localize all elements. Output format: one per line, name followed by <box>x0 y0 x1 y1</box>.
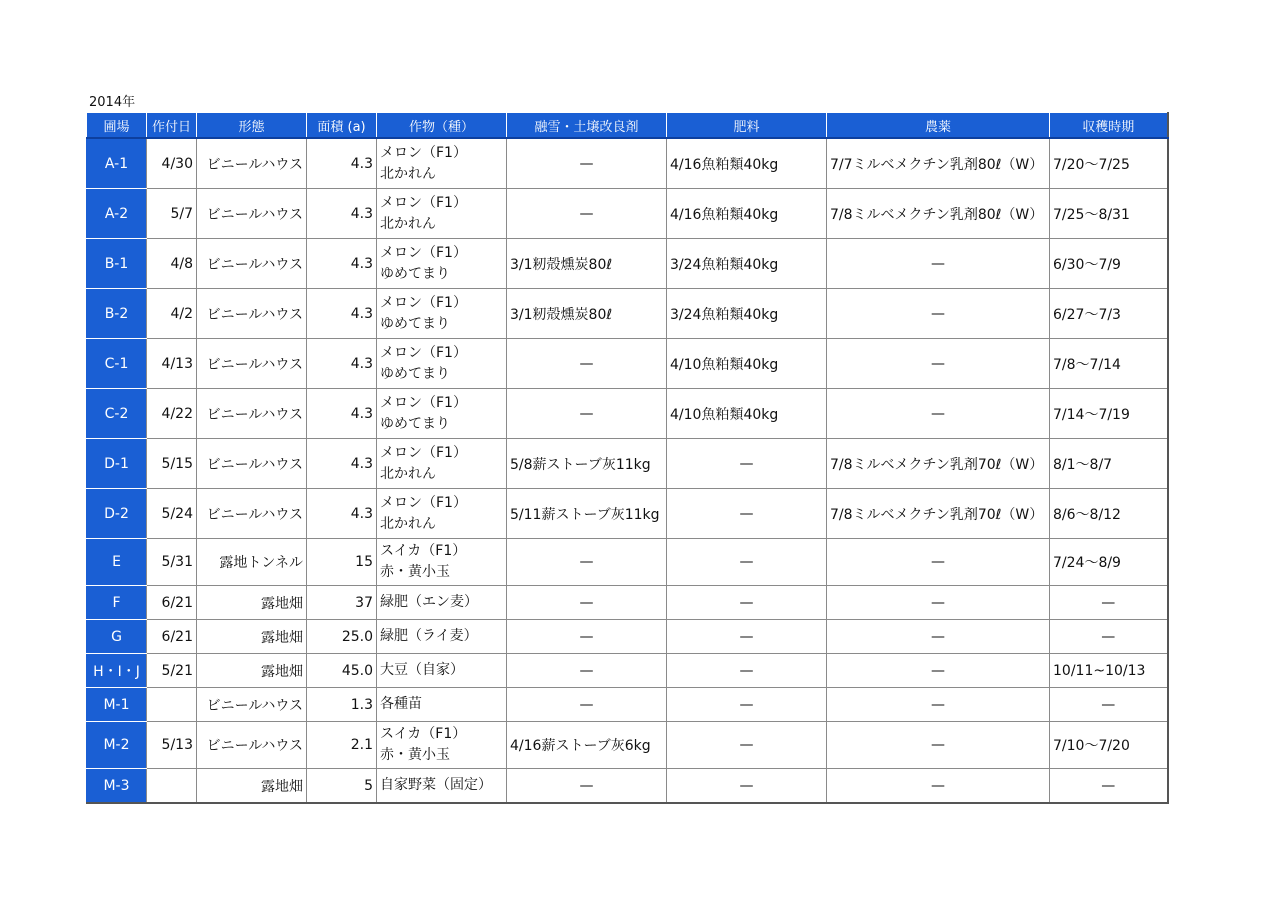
soil-cell: — <box>507 339 667 389</box>
fertilizer-cell: — <box>667 539 827 586</box>
crop-cell <box>377 688 507 722</box>
crop-name: 各種苗 <box>380 696 422 712</box>
crop-name: 自家野菜（固定） <box>380 777 492 793</box>
field-cell: B-1 <box>87 239 147 289</box>
date-cell: 5/13 <box>147 722 197 769</box>
crop-variety: 北かれん <box>380 465 436 482</box>
fertilizer-cell: — <box>667 586 827 620</box>
crop-name: メロン（F1） <box>380 444 467 461</box>
area-cell: 1.3 <box>307 688 377 722</box>
soil-cell: — <box>507 688 667 722</box>
crop-name: メロン（F1） <box>380 144 467 161</box>
crop-variety: ゆめてまり <box>380 265 450 282</box>
harvest-cell: 8/6〜8/12 <box>1050 489 1168 539</box>
table-row <box>87 620 1168 654</box>
soil-cell: — <box>507 654 667 688</box>
field-cell: M-2 <box>87 722 147 769</box>
crop-variety: 北かれん <box>380 215 436 232</box>
date-cell: 4/13 <box>147 339 197 389</box>
harvest-cell: 6/30〜7/9 <box>1050 239 1168 289</box>
soil-cell: 5/11薪ストーブ灰11kg <box>507 489 667 539</box>
soil-cell: — <box>507 138 667 189</box>
header-date: 作付日 <box>147 113 197 139</box>
table-row <box>87 539 1168 586</box>
table-row <box>87 389 1168 439</box>
crop-cell <box>377 289 507 339</box>
crop-cell <box>377 539 507 586</box>
crop-cell <box>377 239 507 289</box>
fertilizer-cell: 4/16魚粕類40kg <box>667 189 827 239</box>
field-cell: G <box>87 620 147 654</box>
pesticide-cell: 7/8ミルベメクチン乳剤70ℓ（W） <box>827 489 1050 539</box>
field-cell: M-1 <box>87 688 147 722</box>
table-row <box>87 189 1168 239</box>
pesticide-cell: — <box>827 620 1050 654</box>
field-cell: C-1 <box>87 339 147 389</box>
form-cell: ビニールハウス <box>197 722 307 769</box>
fertilizer-cell: 4/16魚粕類40kg <box>667 138 827 189</box>
date-cell: 4/2 <box>147 289 197 339</box>
harvest-cell: — <box>1050 620 1168 654</box>
header-row <box>87 113 1168 139</box>
date-cell: 5/7 <box>147 189 197 239</box>
form-cell: 露地畑 <box>197 586 307 620</box>
fertilizer-cell: — <box>667 722 827 769</box>
pesticide-cell: — <box>827 722 1050 769</box>
header-harvest: 収穫時期 <box>1050 113 1168 139</box>
header-field: 圃場 <box>87 113 147 139</box>
crop-variety: ゆめてまり <box>380 315 450 332</box>
crop-variety: 赤・黄小玉 <box>380 564 450 580</box>
table-row <box>87 138 1168 189</box>
crop-cell <box>377 439 507 489</box>
pesticide-cell: 7/7ミルベメクチン乳剤80ℓ（W） <box>827 138 1050 189</box>
fertilizer-cell: 3/24魚粕類40kg <box>667 289 827 339</box>
pesticide-cell: 7/8ミルベメクチン乳剤70ℓ（W） <box>827 439 1050 489</box>
pesticide-cell: — <box>827 769 1050 804</box>
crop-cell <box>377 722 507 769</box>
header-soil: 融雪・土壌改良剤 <box>507 113 667 139</box>
area-cell: 4.3 <box>307 489 377 539</box>
soil-cell: 4/16薪ストーブ灰6kg <box>507 722 667 769</box>
area-cell: 45.0 <box>307 654 377 688</box>
area-cell: 4.3 <box>307 189 377 239</box>
form-cell: ビニールハウス <box>197 489 307 539</box>
form-cell: 露地畑 <box>197 654 307 688</box>
area-cell: 4.3 <box>307 439 377 489</box>
field-cell: E <box>87 539 147 586</box>
area-cell: 2.1 <box>307 722 377 769</box>
table-row <box>87 654 1168 688</box>
crop-name: 大豆（自家） <box>380 662 464 678</box>
crop-cell <box>377 339 507 389</box>
date-cell <box>147 688 197 722</box>
pesticide-cell: — <box>827 289 1050 339</box>
soil-cell: — <box>507 769 667 804</box>
crop-name: メロン（F1） <box>380 394 467 411</box>
soil-cell: — <box>507 620 667 654</box>
form-cell: 露地トンネル <box>197 539 307 586</box>
field-cell: A-1 <box>87 138 147 189</box>
field-cell: C-2 <box>87 389 147 439</box>
crop-cell <box>377 138 507 189</box>
soil-cell: 3/1籾殻燻炭80ℓ <box>507 239 667 289</box>
pesticide-cell: — <box>827 339 1050 389</box>
harvest-cell: 7/20〜7/25 <box>1050 138 1168 189</box>
table-row <box>87 289 1168 339</box>
area-cell: 25.0 <box>307 620 377 654</box>
fertilizer-cell: — <box>667 489 827 539</box>
date-cell: 5/15 <box>147 439 197 489</box>
area-cell: 4.3 <box>307 239 377 289</box>
form-cell: ビニールハウス <box>197 239 307 289</box>
crop-name: スイカ（F1） <box>380 543 467 559</box>
form-cell: ビニールハウス <box>197 289 307 339</box>
harvest-cell: 10/11~10/13 <box>1050 654 1168 688</box>
harvest-cell: 7/10〜7/20 <box>1050 722 1168 769</box>
pesticide-cell: — <box>827 539 1050 586</box>
header-fertilizer: 肥料 <box>667 113 827 139</box>
field-cell: F <box>87 586 147 620</box>
pesticide-cell: 7/8ミルベメクチン乳剤80ℓ（W） <box>827 189 1050 239</box>
crop-variety: 北かれん <box>380 515 436 532</box>
year-label: 2014年 <box>89 95 136 110</box>
crop-cell <box>377 769 507 804</box>
area-cell: 4.3 <box>307 289 377 339</box>
soil-cell: — <box>507 189 667 239</box>
field-cell: H・I・J <box>87 654 147 688</box>
date-cell: 6/21 <box>147 620 197 654</box>
form-cell: ビニールハウス <box>197 189 307 239</box>
field-cell: B-2 <box>87 289 147 339</box>
soil-cell: — <box>507 539 667 586</box>
form-cell: ビニールハウス <box>197 339 307 389</box>
crop-name: 緑肥（ライ麦） <box>380 628 478 644</box>
pesticide-cell: — <box>827 654 1050 688</box>
fertilizer-cell: — <box>667 620 827 654</box>
area-cell: 37 <box>307 586 377 620</box>
soil-cell: — <box>507 586 667 620</box>
table-row <box>87 489 1168 539</box>
area-cell: 5 <box>307 769 377 804</box>
crop-variety: 北かれん <box>380 165 436 182</box>
harvest-cell: 6/27〜7/3 <box>1050 289 1168 339</box>
header-area: 面積 (a) <box>307 113 377 139</box>
field-cell: A-2 <box>87 189 147 239</box>
soil-cell: 5/8薪ストーブ灰11kg <box>507 439 667 489</box>
form-cell: ビニールハウス <box>197 688 307 722</box>
date-cell: 4/22 <box>147 389 197 439</box>
table-row <box>87 722 1168 769</box>
table-row <box>87 439 1168 489</box>
harvest-cell: 8/1〜8/7 <box>1050 439 1168 489</box>
field-cell: M-3 <box>87 769 147 804</box>
area-cell: 4.3 <box>307 339 377 389</box>
fertilizer-cell: 4/10魚粕類40kg <box>667 339 827 389</box>
form-cell: 露地畑 <box>197 620 307 654</box>
field-cell: D-2 <box>87 489 147 539</box>
table-row <box>87 239 1168 289</box>
area-cell: 4.3 <box>307 389 377 439</box>
crop-name: スイカ（F1） <box>380 726 467 742</box>
soil-cell: 3/1籾殻燻炭80ℓ <box>507 289 667 339</box>
harvest-cell: 7/25〜8/31 <box>1050 189 1168 239</box>
pesticide-cell: — <box>827 389 1050 439</box>
crop-variety: 赤・黄小玉 <box>380 747 450 763</box>
date-cell: 4/30 <box>147 138 197 189</box>
crop-name: 緑肥（エン麦） <box>380 594 478 610</box>
harvest-cell: 7/14〜7/19 <box>1050 389 1168 439</box>
fertilizer-cell: — <box>667 439 827 489</box>
crop-cell <box>377 189 507 239</box>
pesticide-cell: — <box>827 688 1050 722</box>
header-form: 形態 <box>197 113 307 139</box>
harvest-cell: — <box>1050 769 1168 804</box>
soil-cell: — <box>507 389 667 439</box>
header-crop: 作物（種） <box>377 113 507 139</box>
table-row <box>87 586 1168 620</box>
date-cell <box>147 769 197 804</box>
crop-cell <box>377 389 507 439</box>
table-row <box>87 769 1168 804</box>
crop-name: メロン（F1） <box>380 194 467 211</box>
area-cell: 4.3 <box>307 138 377 189</box>
pesticide-cell: — <box>827 239 1050 289</box>
harvest-cell: 7/24〜8/9 <box>1050 539 1168 586</box>
fertilizer-cell: 3/24魚粕類40kg <box>667 239 827 289</box>
crop-cell <box>377 620 507 654</box>
harvest-cell: 7/8〜7/14 <box>1050 339 1168 389</box>
header-pesticide: 農薬 <box>827 113 1050 139</box>
form-cell: ビニールハウス <box>197 138 307 189</box>
crop-cell <box>377 489 507 539</box>
crop-name: メロン（F1） <box>380 344 467 361</box>
crop-variety: ゆめてまり <box>380 415 450 432</box>
fertilizer-cell: — <box>667 688 827 722</box>
harvest-cell: — <box>1050 688 1168 722</box>
harvest-cell: — <box>1050 586 1168 620</box>
date-cell: 4/8 <box>147 239 197 289</box>
fertilizer-cell: — <box>667 769 827 804</box>
area-cell: 15 <box>307 539 377 586</box>
crop-name: メロン（F1） <box>380 244 467 261</box>
crop-name: メロン（F1） <box>380 294 467 311</box>
field-cell: D-1 <box>87 439 147 489</box>
table-row <box>87 688 1168 722</box>
crop-cell <box>377 654 507 688</box>
date-cell: 6/21 <box>147 586 197 620</box>
table-row <box>87 339 1168 389</box>
form-cell: ビニールハウス <box>197 439 307 489</box>
crop-cell <box>377 586 507 620</box>
date-cell: 5/24 <box>147 489 197 539</box>
crop-variety: ゆめてまり <box>380 365 450 382</box>
date-cell: 5/31 <box>147 539 197 586</box>
form-cell: 露地畑 <box>197 769 307 804</box>
planting-record-table <box>86 112 1169 804</box>
form-cell: ビニールハウス <box>197 389 307 439</box>
pesticide-cell: — <box>827 586 1050 620</box>
fertilizer-cell: — <box>667 654 827 688</box>
date-cell: 5/21 <box>147 654 197 688</box>
crop-name: メロン（F1） <box>380 494 467 511</box>
fertilizer-cell: 4/10魚粕類40kg <box>667 389 827 439</box>
